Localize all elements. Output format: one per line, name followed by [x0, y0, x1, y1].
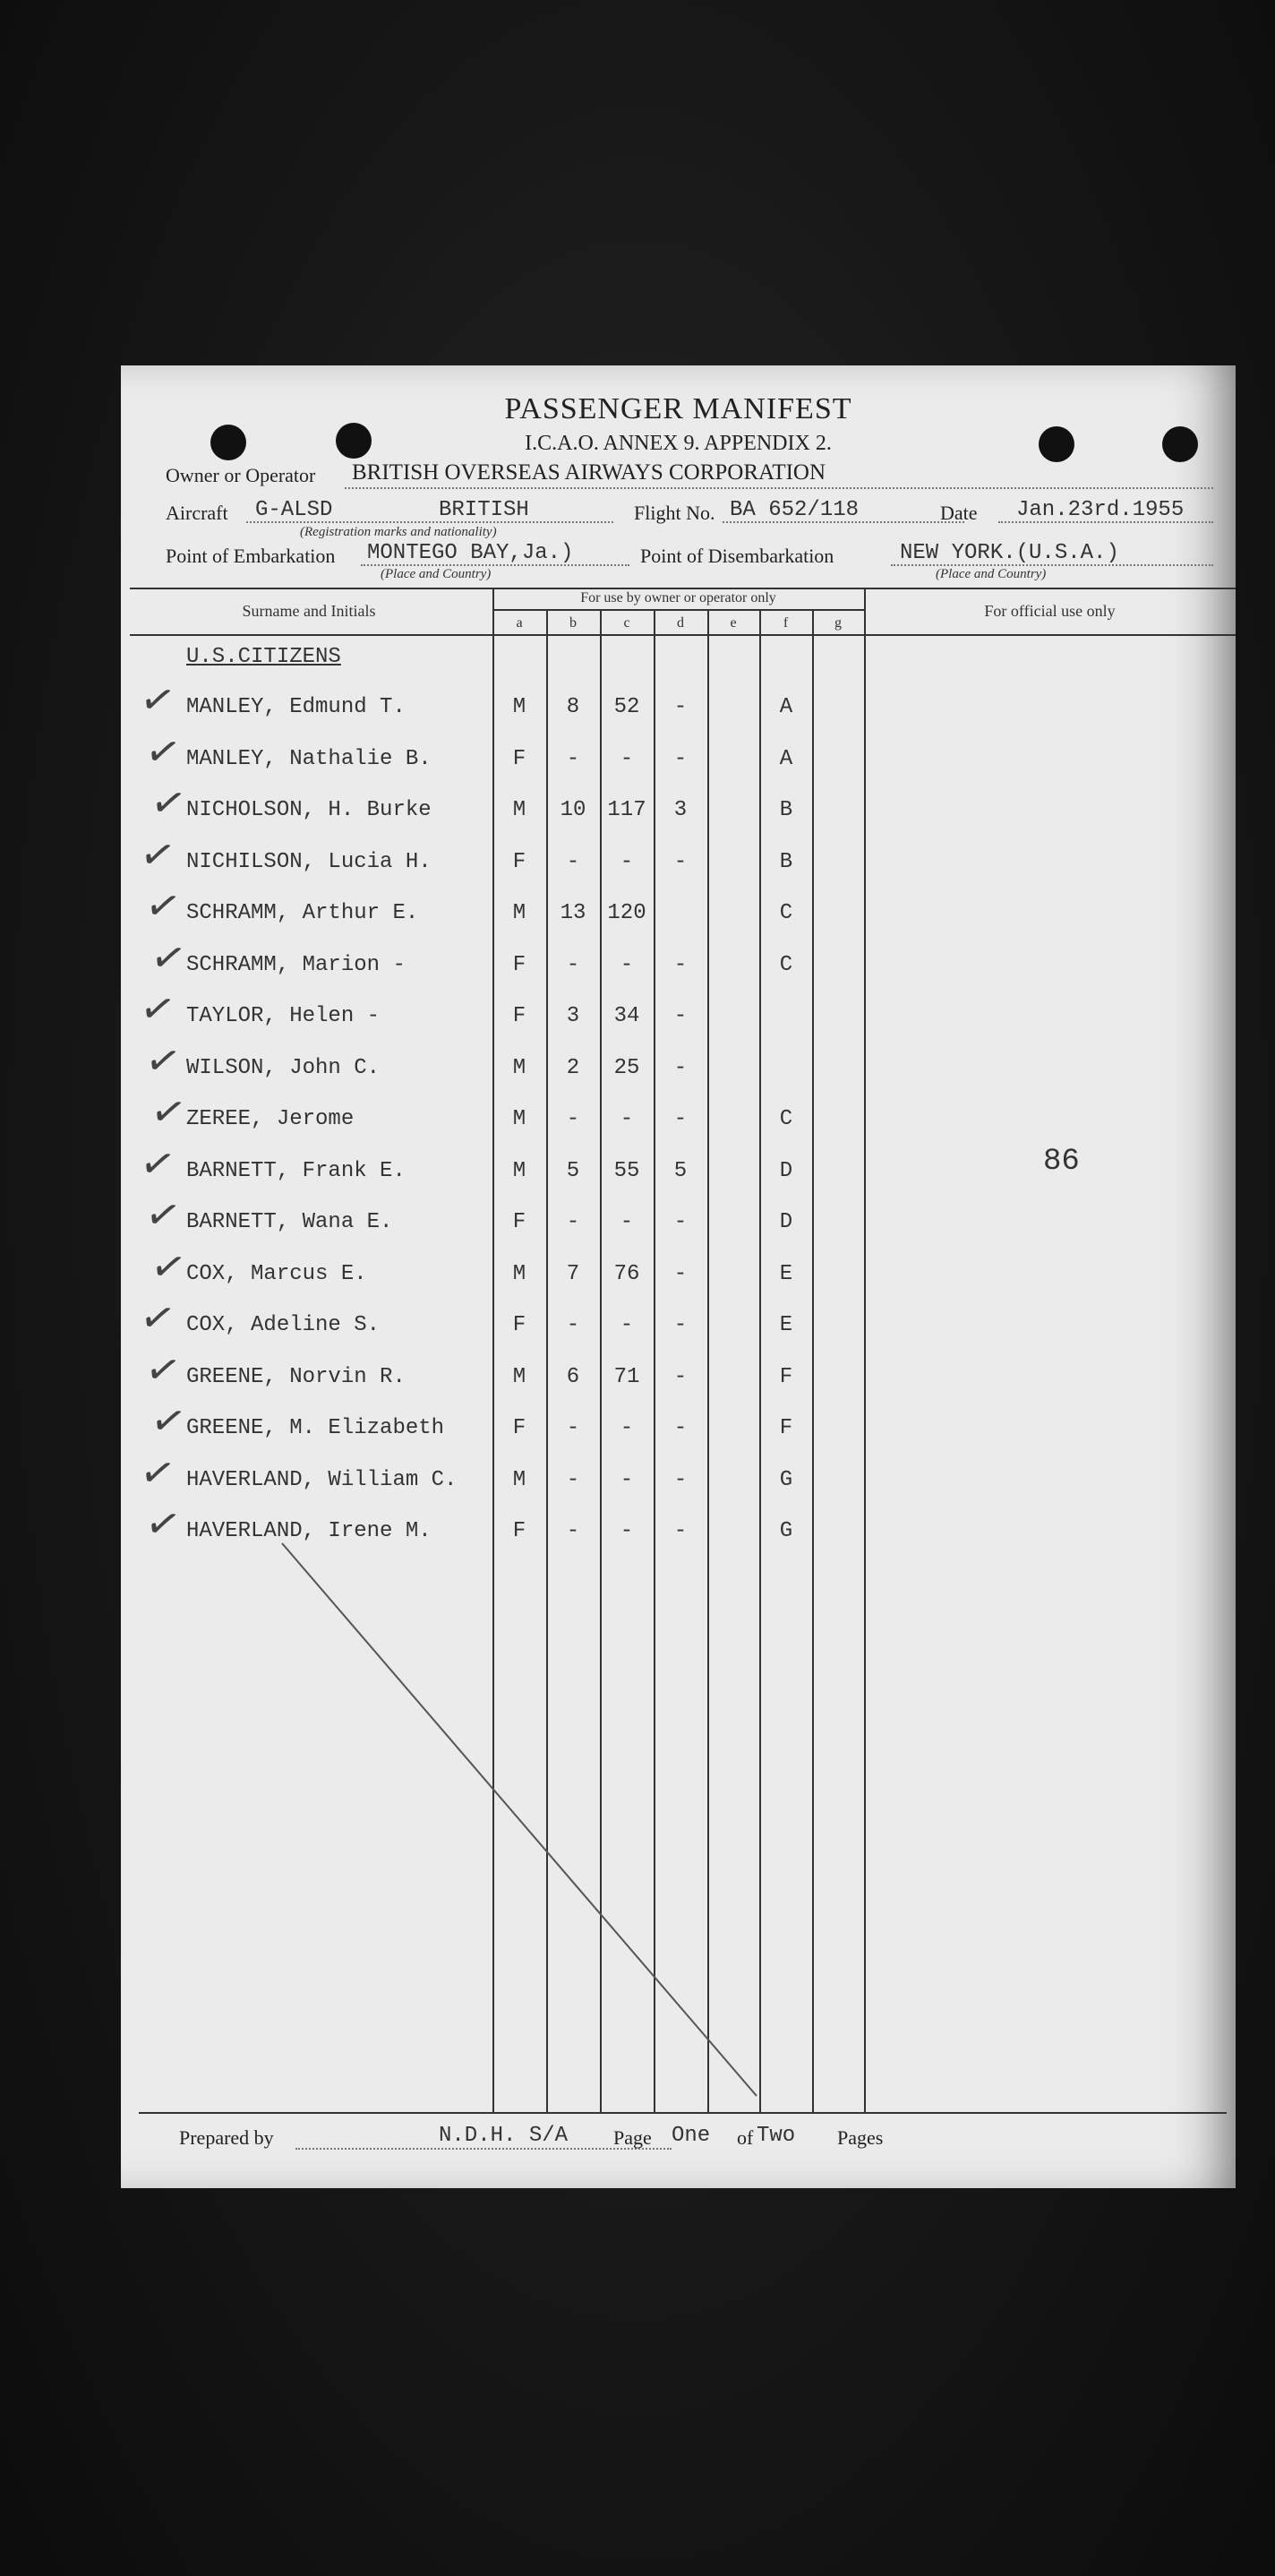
cell-d: -: [673, 1365, 688, 1389]
manifest-title: PASSENGER MANIFEST: [504, 392, 852, 425]
cell-d: -: [673, 953, 688, 977]
cell-f: C: [779, 953, 793, 977]
disembark-note: (Place and Country): [936, 567, 1047, 581]
cell-f: E: [779, 1262, 793, 1286]
cell-c: -: [620, 953, 634, 977]
passenger-name: COX, Adeline S.: [186, 1313, 381, 1337]
aircraft-note: (Registration marks and nationality): [300, 525, 497, 539]
page-value: One: [672, 2124, 711, 2148]
cell-d: 3: [673, 798, 688, 822]
prepared-value: N.D.H. S/A: [439, 2124, 569, 2148]
column-header-g: g: [834, 615, 842, 631]
cell-f: B: [779, 798, 793, 822]
page-label: Page: [613, 2126, 652, 2149]
check-mark-icon: ✓: [146, 930, 191, 985]
strike-through-line: [121, 365, 1236, 2188]
cell-b: 2: [566, 1056, 580, 1080]
date-value: Jan.23rd.1955: [1016, 498, 1185, 522]
official-header: For official use only: [984, 602, 1116, 620]
cell-a: M: [512, 1365, 526, 1389]
cell-b: 7: [566, 1262, 580, 1286]
cell-f: F: [779, 1416, 793, 1440]
cell-b: -: [566, 850, 580, 874]
cell-c: -: [620, 1313, 634, 1337]
cell-d: 5: [673, 1159, 688, 1183]
passenger-name: TAYLOR, Helen -: [186, 1004, 381, 1028]
check-mark-icon: ✓: [146, 1239, 191, 1294]
flight-value: BA 652/118: [730, 498, 860, 522]
of-value: Two: [757, 2124, 796, 2148]
cell-d: -: [673, 1468, 688, 1492]
check-mark-icon: ✓: [141, 1187, 185, 1242]
cell-f: E: [779, 1313, 793, 1337]
cell-c: -: [620, 1210, 634, 1234]
cell-f: B: [779, 850, 793, 874]
cell-d: -: [673, 1056, 688, 1080]
passenger-name: BARNETT, Frank E.: [186, 1159, 406, 1183]
aircraft-label: Aircraft: [166, 502, 228, 524]
cell-a: M: [512, 1159, 526, 1183]
cell-d: -: [673, 1107, 688, 1131]
cell-d: -: [673, 1210, 688, 1234]
column-header-b: b: [569, 615, 577, 631]
cell-b: -: [566, 1519, 580, 1543]
cell-b: 3: [566, 1004, 580, 1028]
cell-a: F: [512, 1210, 526, 1234]
check-mark-icon: ✓: [135, 1136, 180, 1191]
cell-d: -: [673, 1313, 688, 1337]
passenger-name: MANLEY, Nathalie B.: [186, 747, 432, 771]
prepared-label: Prepared by: [179, 2126, 274, 2149]
cell-c: 52: [613, 695, 640, 719]
disembark-value: NEW YORK.(U.S.A.): [900, 541, 1119, 565]
cell-a: F: [512, 850, 526, 874]
aircraft-value: G-ALSD: [255, 498, 333, 522]
cell-c: -: [620, 747, 634, 771]
manifest-page: [121, 365, 1236, 2188]
cell-c: 71: [613, 1365, 640, 1389]
check-mark-icon: ✓: [135, 827, 180, 882]
check-mark-icon: ✓: [141, 1033, 185, 1088]
passenger-name: SCHRAMM, Marion -: [186, 953, 406, 977]
column-header-d: d: [677, 615, 684, 631]
cell-b: -: [566, 1313, 580, 1337]
cell-f: G: [779, 1519, 793, 1543]
cell-d: -: [673, 747, 688, 771]
cell-c: -: [620, 1519, 634, 1543]
of-label: of: [737, 2126, 754, 2149]
cell-b: -: [566, 747, 580, 771]
section-label: U.S.CITIZENS: [186, 645, 341, 669]
cell-d: -: [673, 695, 688, 719]
cell-d: -: [673, 1519, 688, 1543]
passenger-name: COX, Marcus E.: [186, 1262, 367, 1286]
column-header-c: c: [623, 615, 630, 631]
cell-c: 117: [607, 798, 646, 822]
passenger-name: MANLEY, Edmund T.: [186, 695, 406, 719]
cell-f: G: [779, 1468, 793, 1492]
cell-b: -: [566, 953, 580, 977]
check-mark-icon: ✓: [141, 724, 185, 779]
cell-a: F: [512, 747, 526, 771]
cell-a: M: [512, 798, 526, 822]
cell-a: M: [512, 695, 526, 719]
nationality-value: BRITISH: [439, 498, 529, 522]
cell-a: M: [512, 1107, 526, 1131]
cell-c: 34: [613, 1004, 640, 1028]
cell-f: A: [779, 695, 793, 719]
owner-value: BRITISH OVERSEAS AIRWAYS CORPORATION: [352, 460, 826, 485]
cell-b: 10: [560, 798, 586, 822]
official-value: 86: [1043, 1145, 1080, 1179]
disembark-label: Point of Disembarkation: [640, 545, 834, 567]
cell-f: A: [779, 747, 793, 771]
cell-b: -: [566, 1107, 580, 1131]
cell-f: F: [779, 1365, 793, 1389]
cell-c: 55: [613, 1159, 640, 1183]
cell-f: D: [779, 1210, 793, 1234]
cell-a: F: [512, 1313, 526, 1337]
cell-a: F: [512, 953, 526, 977]
cell-d: -: [673, 1262, 688, 1286]
column-header-a: a: [516, 615, 523, 631]
embark-label: Point of Embarkation: [166, 545, 336, 567]
check-mark-icon: ✓: [141, 1496, 185, 1551]
check-mark-icon: ✓: [135, 672, 180, 727]
cell-b: -: [566, 1210, 580, 1234]
column-header-e: e: [730, 615, 737, 631]
cell-b: 5: [566, 1159, 580, 1183]
cell-a: F: [512, 1519, 526, 1543]
cell-a: M: [512, 1056, 526, 1080]
cell-d: -: [673, 1416, 688, 1440]
passenger-name: ZEREE, Jerome: [186, 1107, 355, 1131]
passenger-name: NICHOLSON, H. Burke: [186, 798, 432, 822]
cell-a: F: [512, 1416, 526, 1440]
cell-c: -: [620, 1107, 634, 1131]
embark-note: (Place and Country): [381, 567, 492, 581]
pages-label: Pages: [837, 2126, 884, 2149]
passenger-name: BARNETT, Wana E.: [186, 1210, 393, 1234]
cell-f: D: [779, 1159, 793, 1183]
cell-a: F: [512, 1004, 526, 1028]
cell-d: -: [673, 850, 688, 874]
owner-use-header: For use by owner or operator only: [580, 590, 776, 605]
flight-label: Flight No.: [634, 502, 715, 524]
cell-f: C: [779, 901, 793, 925]
column-header-f: f: [783, 615, 789, 631]
cell-c: 76: [613, 1262, 640, 1286]
cell-a: M: [512, 1262, 526, 1286]
date-label: Date: [940, 502, 978, 524]
cell-c: -: [620, 850, 634, 874]
cell-c: 25: [613, 1056, 640, 1080]
check-mark-icon: ✓: [135, 981, 180, 1036]
cell-b: 13: [560, 901, 586, 925]
cell-d: -: [673, 1004, 688, 1028]
manifest-subtitle: I.C.A.O. ANNEX 9. APPENDIX 2.: [525, 432, 832, 455]
cell-c: -: [620, 1468, 634, 1492]
passenger-name: WILSON, John C.: [186, 1056, 381, 1080]
cell-f: C: [779, 1107, 793, 1131]
surname-header: Surname and Initials: [242, 602, 376, 620]
cell-b: -: [566, 1468, 580, 1492]
passenger-name: SCHRAMM, Arthur E.: [186, 901, 419, 925]
cell-b: 6: [566, 1365, 580, 1389]
check-mark-icon: ✓: [135, 1445, 180, 1500]
cell-a: M: [512, 901, 526, 925]
check-mark-icon: ✓: [146, 1393, 191, 1448]
cell-b: 8: [566, 695, 580, 719]
cell-c: 120: [607, 901, 646, 925]
check-mark-icon: ✓: [141, 1342, 185, 1397]
passenger-name: NICHILSON, Lucia H.: [186, 850, 432, 874]
cell-a: M: [512, 1468, 526, 1492]
check-mark-icon: ✓: [146, 1084, 191, 1139]
cell-c: -: [620, 1416, 634, 1440]
passenger-name: GREENE, M. Elizabeth: [186, 1416, 445, 1440]
check-mark-icon: ✓: [141, 878, 185, 933]
check-mark-icon: ✓: [135, 1290, 180, 1345]
embark-value: MONTEGO BAY,Ja.): [367, 541, 574, 565]
passenger-name: GREENE, Norvin R.: [186, 1365, 406, 1389]
owner-label: Owner or Operator: [166, 464, 316, 486]
cell-b: -: [566, 1416, 580, 1440]
check-mark-icon: ✓: [146, 775, 191, 830]
passenger-name: HAVERLAND, Irene M.: [186, 1519, 432, 1543]
passenger-name: HAVERLAND, William C.: [186, 1468, 458, 1492]
